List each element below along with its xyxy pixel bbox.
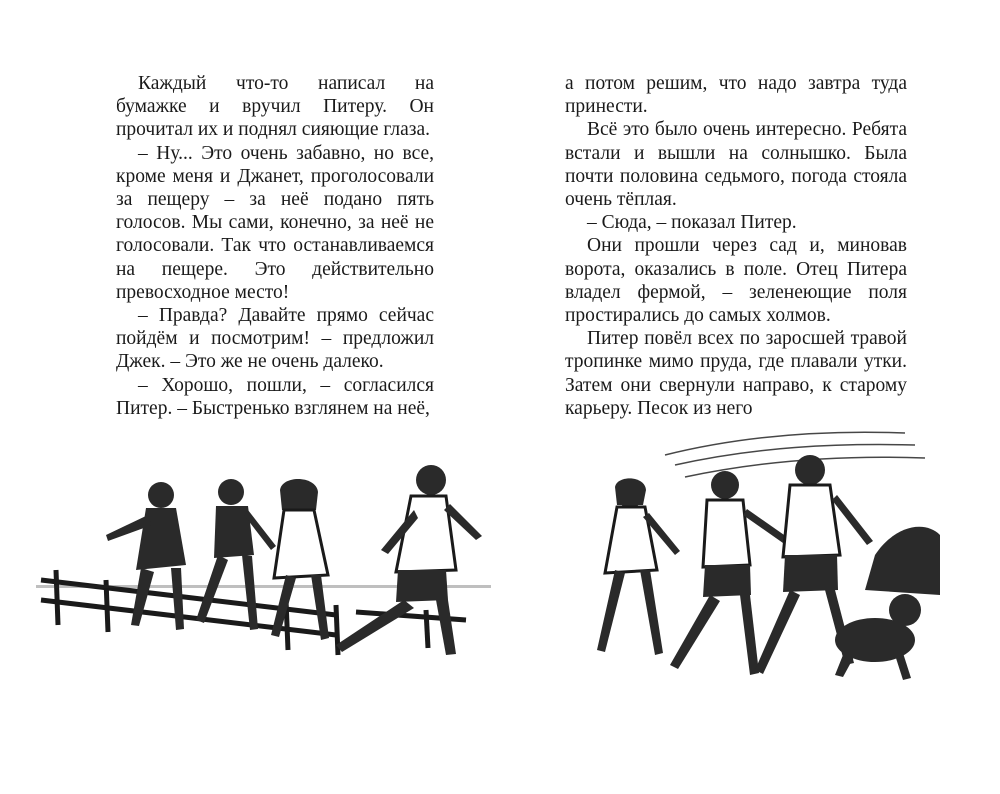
illustration-children-running-with-dog — [545, 425, 945, 700]
paragraph: Каждый что-то написал на бумажке и вручил Питеру. Он прочитал их и поднял сияющие глаза. — [116, 73, 434, 141]
illustration-children-running-past-fence — [36, 440, 491, 675]
paragraph: – Сюда, – показал Питер. — [587, 212, 797, 234]
paragraph: Они прошли через сад и, миновав ворота, оказались в поле. Отец Питера владел фермой, – зеленеющие поля простирались до самых холмов. — [565, 235, 907, 327]
right-page — [500, 0, 1000, 794]
paragraph: – Правда? Давайте прямо сейчас пойдём и посмотрим! – предложил Джек. – Это же не очень далеко. — [116, 305, 434, 373]
paragraph: а потом решим, что надо завтра туда принести. — [565, 73, 907, 118]
paragraph: – Хорошо, пошли, – согласился Питер. – Быстренько взглянем на неё, — [116, 374, 434, 419]
paragraph: Питер повёл всех по заросшей травой тропинке мимо пруда, где плавали утки. Затем они свернули направо, к старому карьеру. Песок из него — [565, 328, 907, 419]
paragraph: – Ну... Это очень забавно, но все, кроме меня и Джанет, проголосовали за пещеру – за неё подано пять голосов. Мы сами, конечно, за неё не голосовали. Так что останавливаемся на пещере. Это действительно превосходное место! — [116, 142, 434, 303]
paragraph: Всё это было очень интересно. Ребята встали и вышли на солнышко. Была почти половина седьмого, погода стояла очень тёплая. — [565, 119, 907, 211]
left-page-text — [116, 72, 434, 420]
right-page-text — [565, 72, 907, 420]
